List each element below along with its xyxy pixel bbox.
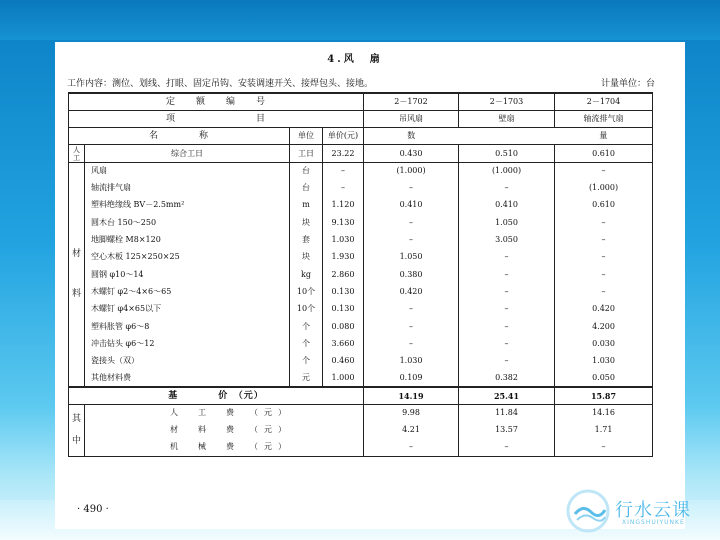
material-row xyxy=(69,318,653,335)
cost-breakdown-value: – xyxy=(459,439,555,456)
labor-value: 0.510 xyxy=(459,145,555,162)
watermark-subtext: XINGSHUIYUNKE xyxy=(622,519,685,526)
material-value: – xyxy=(364,301,459,318)
material-value: 0.382 xyxy=(459,370,555,387)
material-value: – xyxy=(459,266,555,283)
page-number: · 490 · xyxy=(77,504,109,515)
material-price: 3.660 xyxy=(323,335,364,352)
material-value: – xyxy=(459,352,555,369)
cost-breakdown-value: 13.57 xyxy=(459,422,555,439)
watermark-text: 行水云课 xyxy=(615,500,691,521)
cost-breakdown-value: 11.84 xyxy=(459,404,555,421)
material-name: 其他材料费 xyxy=(85,370,290,387)
material-value: 0.109 xyxy=(364,370,459,387)
material-value: 0.380 xyxy=(364,266,459,283)
material-price: 0.130 xyxy=(323,283,364,300)
material-price: 9.130 xyxy=(323,214,364,231)
cost-breakdown-row xyxy=(69,404,653,421)
labor-price: 23.22 xyxy=(323,145,364,162)
price-column-header: 单价(元) xyxy=(323,128,364,145)
material-value: – xyxy=(364,231,459,248)
material-price: 2.860 xyxy=(323,266,364,283)
material-row xyxy=(69,197,653,214)
quantity-header: 数 xyxy=(364,128,459,145)
material-row xyxy=(69,179,653,196)
material-value: – xyxy=(555,162,653,179)
base-price-value: 15.87 xyxy=(555,387,653,404)
material-value: 0.420 xyxy=(555,301,653,318)
material-price: 1.120 xyxy=(323,197,364,214)
material-price: 0.460 xyxy=(323,352,364,369)
material-row xyxy=(69,162,653,179)
material-row xyxy=(69,214,653,231)
material-name: 圆钢 φ10～14 xyxy=(85,266,290,283)
cost-breakdown-value: – xyxy=(555,439,653,456)
material-name: 塑料胀管 φ6～8 xyxy=(85,318,290,335)
material-price: – xyxy=(323,179,364,196)
material-name: 冲击钻头 φ6～12 xyxy=(85,335,290,352)
material-value: 0.410 xyxy=(364,197,459,214)
quota-code: 2－1702 xyxy=(364,93,459,110)
watermark-logo-icon xyxy=(565,488,611,534)
quantity-header-2: 量 xyxy=(555,128,653,145)
cost-breakdown-value: 4.21 xyxy=(364,422,459,439)
material-value: 3.050 xyxy=(459,231,555,248)
material-value: 0.410 xyxy=(459,197,555,214)
name-column-header: 名 称 xyxy=(69,128,290,145)
material-row xyxy=(69,283,653,300)
material-row xyxy=(69,249,653,266)
material-name: 风扇 xyxy=(85,162,290,179)
material-name: 瓷接头（双） xyxy=(85,352,290,369)
material-unit: 块 xyxy=(290,249,323,266)
work-content: 工作内容：测位、划线、打眼、固定吊钩、安装调速开关、接焊包头、接地。 xyxy=(67,79,374,89)
material-unit: kg xyxy=(290,266,323,283)
material-value: 4.200 xyxy=(555,318,653,335)
material-value: 0.420 xyxy=(364,283,459,300)
material-unit: 元 xyxy=(290,370,323,387)
material-value: (1.000) xyxy=(364,162,459,179)
material-value: 0.050 xyxy=(555,370,653,387)
material-value: – xyxy=(364,214,459,231)
material-name: 木螺钉 φ2～4×6～65 xyxy=(85,283,290,300)
material-row xyxy=(69,335,653,352)
labor-name: 综合工日 xyxy=(85,145,290,162)
item-label: 项 目 xyxy=(69,110,364,127)
base-price-label: 基 价 （元） xyxy=(69,387,364,404)
base-price-value: 25.41 xyxy=(459,387,555,404)
material-value: 1.050 xyxy=(364,249,459,266)
top-bar xyxy=(0,0,720,40)
material-value: – xyxy=(459,335,555,352)
material-price: 1.030 xyxy=(323,231,364,248)
material-price: 0.130 xyxy=(323,301,364,318)
labor-value: 0.430 xyxy=(364,145,459,162)
material-value: (1.000) xyxy=(555,179,653,196)
material-unit: 块 xyxy=(290,214,323,231)
material-value: – xyxy=(555,249,653,266)
cost-breakdown-row xyxy=(69,439,653,456)
material-value: – xyxy=(364,179,459,196)
cost-breakdown-label: 材 料 费 （元） xyxy=(85,422,364,439)
document-page xyxy=(55,42,685,529)
material-value: – xyxy=(555,266,653,283)
material-value: – xyxy=(459,249,555,266)
cost-breakdown-value: – xyxy=(364,439,459,456)
material-value: 0.610 xyxy=(555,197,653,214)
material-price: 1.000 xyxy=(323,370,364,387)
of-which-group-label: 其 中 xyxy=(69,404,85,456)
material-value: 1.030 xyxy=(364,352,459,369)
quota-table xyxy=(68,92,653,457)
cost-breakdown-value: 14.16 xyxy=(555,404,653,421)
material-row xyxy=(69,301,653,318)
material-row xyxy=(69,231,653,248)
labor-group-label: 人工 xyxy=(69,145,85,162)
material-name: 空心木板 125×250×25 xyxy=(85,249,290,266)
item-name: 吊风扇 xyxy=(364,110,459,127)
material-unit: 个 xyxy=(290,318,323,335)
cost-breakdown-label: 机 械 费 （元） xyxy=(85,439,364,456)
material-value: – xyxy=(364,318,459,335)
material-value: – xyxy=(459,283,555,300)
labor-unit: 工日 xyxy=(290,145,323,162)
material-value: – xyxy=(555,214,653,231)
unit-column-header: 单位 xyxy=(290,128,323,145)
quota-no-label: 定 额 编 号 xyxy=(69,93,364,110)
material-price: 0.080 xyxy=(323,318,364,335)
quota-code: 2－1704 xyxy=(555,93,653,110)
material-name: 圆木台 150～250 xyxy=(85,214,290,231)
material-unit: m xyxy=(290,197,323,214)
base-price-value: 14.19 xyxy=(364,387,459,404)
material-name: 轴流排气扇 xyxy=(85,179,290,196)
cost-breakdown-row xyxy=(69,422,653,439)
material-row xyxy=(69,266,653,283)
material-value: 1.030 xyxy=(555,352,653,369)
material-unit: 10个 xyxy=(290,301,323,318)
item-name: 壁扇 xyxy=(459,110,555,127)
material-unit: 台 xyxy=(290,162,323,179)
header-row-item xyxy=(69,110,653,127)
material-value: – xyxy=(459,318,555,335)
header-row-quota-no xyxy=(69,93,653,110)
material-value: – xyxy=(364,335,459,352)
quota-code: 2－1703 xyxy=(459,93,555,110)
cost-breakdown-value: 1.71 xyxy=(555,422,653,439)
material-value: 1.050 xyxy=(459,214,555,231)
cost-breakdown-value: 9.98 xyxy=(364,404,459,421)
material-value: – xyxy=(555,283,653,300)
material-value: – xyxy=(555,231,653,248)
section-title: 4.风 扇 xyxy=(327,54,383,65)
base-price-row xyxy=(69,387,653,404)
material-row xyxy=(69,352,653,369)
measurement-unit: 计量单位：台 xyxy=(600,79,655,89)
material-unit: 台 xyxy=(290,179,323,196)
material-value: 0.030 xyxy=(555,335,653,352)
material-unit: 个 xyxy=(290,352,323,369)
item-name: 轴流排气扇 xyxy=(555,110,653,127)
material-row xyxy=(69,370,653,387)
material-value: (1.000) xyxy=(459,162,555,179)
material-value: – xyxy=(459,301,555,318)
material-group-label: 材 料 xyxy=(69,162,85,387)
material-price: 1.930 xyxy=(323,249,364,266)
header-row-columns xyxy=(69,128,653,145)
material-unit: 套 xyxy=(290,231,323,248)
material-value: – xyxy=(459,179,555,196)
material-price: – xyxy=(323,162,364,179)
material-unit: 10个 xyxy=(290,283,323,300)
cost-breakdown-label: 人 工 费 （元） xyxy=(85,404,364,421)
material-name: 木螺钉 φ4×65以下 xyxy=(85,301,290,318)
labor-row xyxy=(69,145,653,162)
material-name: 地脚螺栓 M8×120 xyxy=(85,231,290,248)
labor-value: 0.610 xyxy=(555,145,653,162)
material-name: 塑料绝缘线 BV－2.5mm² xyxy=(85,197,290,214)
material-unit: 个 xyxy=(290,335,323,352)
